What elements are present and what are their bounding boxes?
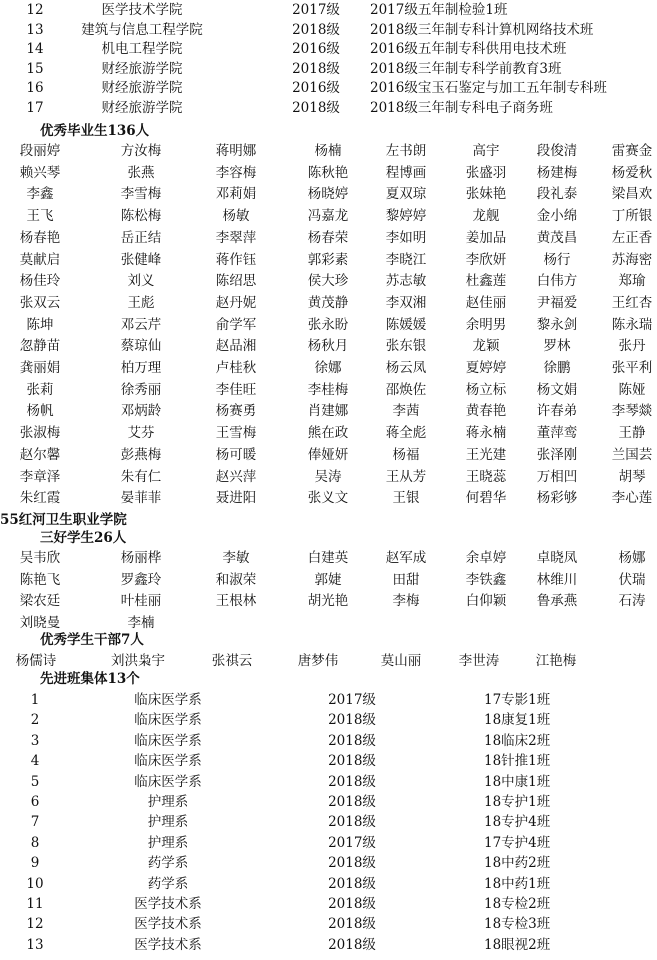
table-row bbox=[0, 39, 657, 59]
table-row bbox=[0, 914, 657, 934]
name-cell: 熊在政 bbox=[307, 425, 349, 442]
name-cell: 姜加品 bbox=[465, 229, 507, 246]
name-cell: 黄春艳 bbox=[465, 403, 507, 420]
name-cell: 杨建梅 bbox=[536, 164, 578, 181]
name-cell: 叶桂丽 bbox=[120, 593, 162, 609]
name-cell: 余卓婷 bbox=[465, 550, 507, 566]
name-row bbox=[0, 141, 657, 161]
name-cell: 杨丽桦 bbox=[120, 550, 162, 566]
table-row bbox=[0, 98, 657, 118]
name-cell: 卓晓凤 bbox=[536, 550, 578, 566]
table-row bbox=[0, 690, 657, 710]
name-cell: 兰国芸 bbox=[611, 446, 653, 463]
index-cell: 7 bbox=[30, 814, 40, 831]
name-cell: 杜鑫莲 bbox=[465, 273, 507, 290]
grade-cell: 2018级 bbox=[328, 916, 376, 933]
name-cell: 鲁承燕 bbox=[536, 593, 578, 609]
name-cell: 陈秋艳 bbox=[307, 164, 349, 181]
name-cell: 龙颖 bbox=[472, 338, 500, 355]
index-cell: 5 bbox=[30, 773, 40, 790]
index-cell: 14 bbox=[26, 41, 44, 58]
name-cell: 杨彩够 bbox=[536, 490, 578, 507]
name-cell: 李章泽 bbox=[19, 468, 61, 485]
department-cell: 临床医学系 bbox=[134, 732, 202, 749]
name-cell: 万相凹 bbox=[536, 468, 578, 485]
college-cell: 建筑与信息工程学院 bbox=[81, 21, 203, 38]
name-cell: 李茜 bbox=[392, 403, 420, 420]
index-cell: 1 bbox=[30, 692, 40, 708]
name-cell: 蔡琼仙 bbox=[120, 338, 162, 355]
name-cell: 柏万理 bbox=[120, 360, 162, 376]
index-cell: 8 bbox=[30, 834, 40, 851]
name-cell: 杨文娟 bbox=[536, 381, 578, 398]
name-cell: 李铁鑫 bbox=[465, 571, 507, 588]
class-cell: 18专护4班 bbox=[484, 814, 551, 831]
class-cell: 18专检3班 bbox=[484, 916, 551, 933]
department-cell: 护理系 bbox=[147, 834, 189, 851]
class-cell: 18中药1班 bbox=[484, 875, 551, 892]
name-cell: 聂进阳 bbox=[215, 490, 257, 507]
name-cell: 吴涛 bbox=[314, 468, 342, 485]
department-cell: 医学技术系 bbox=[134, 896, 202, 912]
name-cell: 王晓蕊 bbox=[465, 468, 507, 485]
name-cell: 胡琴 bbox=[618, 468, 646, 485]
department-cell: 临床医学系 bbox=[134, 773, 202, 790]
name-cell: 董萍鸾 bbox=[536, 425, 578, 442]
class-cell: 2018级三年制专科学前教育3班 bbox=[370, 60, 562, 77]
class-cell: 2016级宝玉石鉴定与加工五年制专科班 bbox=[370, 80, 607, 97]
name-cell: 陈永瑞 bbox=[611, 316, 653, 333]
grade-cell: 2018级 bbox=[328, 936, 376, 953]
name-cell: 胡光艳 bbox=[307, 593, 349, 609]
name-cell: 张东银 bbox=[385, 338, 427, 355]
class-cell: 2017级五年制检验1班 bbox=[370, 2, 508, 18]
index-cell: 16 bbox=[26, 80, 44, 97]
name-cell: 左书朗 bbox=[385, 143, 427, 159]
name-cell: 李容梅 bbox=[215, 164, 257, 181]
name-cell: 郭婕 bbox=[314, 571, 342, 588]
name-cell: 赵品湘 bbox=[215, 338, 257, 355]
name-row bbox=[0, 445, 657, 465]
table-row bbox=[0, 874, 657, 894]
name-cell: 邓云芹 bbox=[120, 316, 162, 333]
class-cell: 18中药2班 bbox=[484, 855, 551, 872]
name-cell: 郭彩素 bbox=[307, 251, 349, 268]
name-cell: 李鑫 bbox=[26, 186, 54, 203]
grade-cell: 2018级 bbox=[328, 712, 376, 729]
name-cell: 邓炳龄 bbox=[120, 403, 162, 420]
name-row bbox=[0, 336, 657, 356]
name-cell: 雷赛金 bbox=[611, 143, 653, 159]
name-cell: 杨敏 bbox=[222, 208, 250, 225]
index-cell: 13 bbox=[26, 21, 44, 38]
name-row bbox=[0, 380, 657, 400]
name-cell: 俞学军 bbox=[215, 316, 257, 333]
name-cell: 张义文 bbox=[307, 490, 349, 507]
name-cell: 杨秋月 bbox=[307, 338, 349, 355]
department-cell: 护理系 bbox=[147, 794, 189, 810]
class-cell: 2016级五年制专科供用电技术班 bbox=[370, 41, 567, 58]
table-row bbox=[0, 731, 657, 751]
name-cell: 方汝梅 bbox=[120, 143, 162, 159]
name-cell: 江艳梅 bbox=[535, 653, 577, 669]
name-cell: 赵兴萍 bbox=[215, 468, 257, 485]
grade-cell: 2018级 bbox=[328, 814, 376, 831]
name-cell: 王彪 bbox=[127, 294, 155, 311]
grade-cell: 2017级 bbox=[292, 2, 340, 18]
name-cell: 张淑梅 bbox=[19, 425, 61, 442]
index-cell: 13 bbox=[26, 936, 44, 953]
name-row bbox=[0, 358, 657, 378]
name-cell: 陈绍思 bbox=[215, 273, 257, 290]
name-cell: 侯大珍 bbox=[307, 273, 349, 290]
index-cell: 9 bbox=[30, 855, 40, 872]
name-cell: 莫山丽 bbox=[380, 653, 422, 669]
name-row bbox=[0, 401, 657, 421]
name-row bbox=[0, 184, 657, 204]
table-row bbox=[0, 751, 657, 771]
name-cell: 杨春艳 bbox=[19, 229, 61, 246]
name-cell: 张平利 bbox=[611, 360, 653, 376]
name-cell: 刘晓曼 bbox=[19, 614, 61, 631]
index-cell: 12 bbox=[26, 2, 44, 18]
name-cell: 李雪梅 bbox=[120, 186, 162, 203]
name-cell: 刘义 bbox=[127, 273, 155, 290]
department-cell: 临床医学系 bbox=[134, 753, 202, 770]
name-cell: 王银 bbox=[392, 490, 420, 507]
name-cell: 李世涛 bbox=[458, 653, 500, 669]
table-row bbox=[0, 772, 657, 792]
table-row bbox=[0, 935, 657, 955]
name-cell: 杨立标 bbox=[465, 381, 507, 398]
name-cell: 黄茂昌 bbox=[536, 229, 578, 246]
name-cell: 龙舰 bbox=[472, 208, 500, 225]
table-row bbox=[0, 833, 657, 853]
department-cell: 护理系 bbox=[147, 814, 189, 831]
name-cell: 李楠 bbox=[127, 614, 155, 631]
name-cell: 张双云 bbox=[19, 294, 61, 311]
grade-cell: 2018级 bbox=[328, 896, 376, 912]
table-row bbox=[0, 853, 657, 873]
name-cell: 李梅 bbox=[392, 593, 420, 609]
grade-cell: 2018级 bbox=[328, 753, 376, 770]
name-row bbox=[0, 163, 657, 183]
name-cell: 张永盼 bbox=[307, 316, 349, 333]
name-cell: 徐鹏 bbox=[543, 360, 571, 376]
name-cell: 邓莉娟 bbox=[215, 186, 257, 203]
name-cell: 张盛羽 bbox=[465, 164, 507, 181]
name-cell: 张祺云 bbox=[211, 653, 253, 669]
name-cell: 夏婷婷 bbox=[465, 360, 507, 376]
table-row bbox=[0, 20, 657, 40]
name-cell: 肖建娜 bbox=[307, 403, 349, 420]
grade-cell: 2018级 bbox=[328, 773, 376, 790]
index-cell: 17 bbox=[26, 100, 44, 116]
name-row bbox=[0, 570, 657, 590]
name-cell: 刘洪枭宇 bbox=[111, 653, 165, 669]
merit-students-heading: 三好学生26人 bbox=[40, 530, 127, 546]
name-cell: 杨赛勇 bbox=[215, 403, 257, 420]
name-cell: 杨楠 bbox=[314, 143, 342, 159]
table-row bbox=[0, 710, 657, 730]
name-cell: 李敏 bbox=[222, 550, 250, 566]
name-cell: 许春弟 bbox=[536, 403, 578, 420]
class-cell: 18中康1班 bbox=[484, 773, 551, 790]
name-row bbox=[0, 488, 657, 508]
name-cell: 张燕 bbox=[127, 164, 155, 181]
name-row bbox=[0, 271, 657, 291]
department-cell: 医学技术系 bbox=[134, 916, 202, 933]
grade-cell: 2018级 bbox=[328, 875, 376, 892]
class-cell: 18康复1班 bbox=[484, 712, 551, 729]
name-row bbox=[0, 651, 657, 671]
name-cell: 田甜 bbox=[392, 571, 420, 588]
name-cell: 陈松梅 bbox=[120, 208, 162, 225]
class-cell: 18眼视2班 bbox=[484, 936, 551, 953]
name-cell: 冯嘉龙 bbox=[307, 208, 349, 225]
school-title: 55红河卫生职业学院 bbox=[0, 512, 127, 528]
name-cell: 王根林 bbox=[215, 593, 257, 609]
grade-cell: 2018级 bbox=[292, 100, 340, 116]
name-cell: 陈娅 bbox=[618, 381, 646, 398]
name-cell: 程博画 bbox=[385, 164, 427, 181]
name-cell: 黎婷婷 bbox=[385, 208, 427, 225]
index-cell: 11 bbox=[26, 896, 44, 912]
name-cell: 岳正结 bbox=[120, 229, 162, 246]
name-row bbox=[0, 250, 657, 270]
name-cell: 蒋明娜 bbox=[215, 143, 257, 159]
index-cell: 2 bbox=[30, 712, 40, 729]
name-cell: 伏瑞 bbox=[618, 571, 646, 588]
name-cell: 白伟方 bbox=[536, 273, 578, 290]
grade-cell: 2018级 bbox=[328, 794, 376, 810]
name-cell: 张健峰 bbox=[120, 251, 162, 268]
name-cell: 杨晓婷 bbox=[307, 186, 349, 203]
index-cell: 3 bbox=[30, 732, 40, 749]
name-cell: 李如明 bbox=[385, 229, 427, 246]
name-cell: 朱红霞 bbox=[19, 490, 61, 507]
name-cell: 何碧华 bbox=[465, 490, 507, 507]
name-cell: 蒋永楠 bbox=[465, 425, 507, 442]
department-cell: 临床医学系 bbox=[134, 712, 202, 729]
name-cell: 王雪梅 bbox=[215, 425, 257, 442]
grade-cell: 2016级 bbox=[292, 41, 340, 58]
name-cell: 杨儒诗 bbox=[15, 653, 57, 669]
name-cell: 陈艳飞 bbox=[19, 571, 61, 588]
department-cell: 药学系 bbox=[147, 875, 189, 892]
name-cell: 莫献启 bbox=[19, 251, 61, 268]
class-cell: 2018级三年制专科电子商务班 bbox=[370, 100, 553, 116]
name-cell: 徐秀丽 bbox=[120, 381, 162, 398]
name-cell: 林维川 bbox=[536, 571, 578, 588]
table-row bbox=[0, 59, 657, 79]
name-cell: 李琴燚 bbox=[611, 403, 653, 420]
index-cell: 4 bbox=[30, 753, 40, 770]
name-cell: 赵尔馨 bbox=[19, 446, 61, 463]
name-cell: 赵佳丽 bbox=[465, 294, 507, 311]
name-cell: 邵焕佐 bbox=[385, 381, 427, 398]
name-cell: 艾芬 bbox=[127, 425, 155, 442]
name-cell: 苏海密 bbox=[611, 251, 653, 268]
table-row bbox=[0, 792, 657, 812]
name-cell: 王飞 bbox=[26, 208, 54, 225]
name-cell: 张莉 bbox=[26, 381, 54, 398]
name-cell: 张妹艳 bbox=[465, 186, 507, 203]
name-row bbox=[0, 315, 657, 335]
department-cell: 医学技术系 bbox=[134, 936, 202, 953]
name-row bbox=[0, 548, 657, 568]
name-cell: 李佳旺 bbox=[215, 381, 257, 398]
name-cell: 蒋作钰 bbox=[215, 251, 257, 268]
name-cell: 忽静苗 bbox=[19, 338, 61, 355]
college-cell: 财经旅游学院 bbox=[101, 80, 183, 97]
name-cell: 吴韦欣 bbox=[19, 550, 61, 566]
name-cell: 朱有仁 bbox=[120, 468, 162, 485]
name-cell: 段丽婷 bbox=[19, 143, 61, 159]
name-row bbox=[0, 293, 657, 313]
department-cell: 药学系 bbox=[147, 855, 189, 872]
name-cell: 赵军成 bbox=[385, 550, 427, 566]
name-row bbox=[0, 467, 657, 487]
name-cell: 王静 bbox=[618, 425, 646, 442]
name-cell: 王红杏 bbox=[611, 294, 653, 311]
name-cell: 赖兴琴 bbox=[19, 164, 61, 181]
name-cell: 杨娜 bbox=[618, 550, 646, 566]
class-cell: 18专护1班 bbox=[484, 794, 551, 810]
advanced-classes-heading: 先进班集体13个 bbox=[40, 671, 140, 687]
grade-cell: 2018级 bbox=[292, 21, 340, 38]
name-cell: 蒋全彪 bbox=[385, 425, 427, 442]
name-cell: 罗鑫玲 bbox=[120, 571, 162, 588]
name-cell: 陈媛媛 bbox=[385, 316, 427, 333]
grade-cell: 2018级 bbox=[328, 732, 376, 749]
name-cell: 龚丽娟 bbox=[19, 360, 61, 376]
name-cell: 晏菲菲 bbox=[120, 490, 162, 507]
grade-cell: 2017级 bbox=[328, 834, 376, 851]
department-cell: 临床医学系 bbox=[134, 692, 202, 708]
name-cell: 黎永剑 bbox=[536, 316, 578, 333]
name-cell: 李欣妍 bbox=[465, 251, 507, 268]
college-cell: 财经旅游学院 bbox=[101, 60, 183, 77]
college-cell: 医学技术学院 bbox=[101, 2, 183, 18]
grade-cell: 2018级 bbox=[292, 60, 340, 77]
name-cell: 夏双琼 bbox=[385, 186, 427, 203]
name-cell: 赵丹妮 bbox=[215, 294, 257, 311]
name-row bbox=[0, 228, 657, 248]
name-cell: 梁农廷 bbox=[19, 593, 61, 609]
name-cell: 李晓江 bbox=[385, 251, 427, 268]
name-cell: 石涛 bbox=[618, 593, 646, 609]
name-cell: 杨爱秋 bbox=[611, 164, 653, 181]
name-cell: 白仰颖 bbox=[465, 593, 507, 609]
name-cell: 杨福 bbox=[392, 446, 420, 463]
name-cell: 杨云凤 bbox=[385, 360, 427, 376]
index-cell: 6 bbox=[30, 794, 40, 810]
name-cell: 李翠萍 bbox=[215, 229, 257, 246]
table-row bbox=[0, 78, 657, 98]
name-cell: 俸娅妍 bbox=[307, 446, 349, 463]
name-cell: 高宇 bbox=[472, 143, 500, 159]
index-cell: 12 bbox=[26, 916, 44, 933]
name-cell: 白建英 bbox=[307, 550, 349, 566]
name-cell: 卢桂秋 bbox=[215, 360, 257, 376]
name-cell: 唐梦伟 bbox=[297, 653, 339, 669]
name-cell: 尹福爱 bbox=[536, 294, 578, 311]
name-cell: 杨行 bbox=[543, 251, 571, 268]
name-row bbox=[0, 591, 657, 611]
name-cell: 杨帆 bbox=[26, 403, 54, 420]
class-cell: 18临床2班 bbox=[484, 732, 551, 749]
class-cell: 18专检2班 bbox=[484, 896, 551, 912]
name-cell: 彭燕梅 bbox=[120, 446, 162, 463]
name-cell: 李双湘 bbox=[385, 294, 427, 311]
name-row bbox=[0, 423, 657, 443]
name-cell: 杨春荣 bbox=[307, 229, 349, 246]
name-row bbox=[0, 206, 657, 226]
outstanding-graduates-heading: 优秀毕业生136人 bbox=[40, 123, 150, 139]
name-cell: 李桂梅 bbox=[307, 381, 349, 398]
name-cell: 左正香 bbox=[611, 229, 653, 246]
student-cadres-heading: 优秀学生干部7人 bbox=[40, 632, 144, 648]
name-cell: 段俊清 bbox=[536, 143, 578, 159]
index-cell: 15 bbox=[26, 60, 44, 77]
name-cell: 金小绵 bbox=[536, 208, 578, 225]
name-cell: 张丹 bbox=[618, 338, 646, 355]
class-cell: 17专影1班 bbox=[484, 692, 551, 708]
name-cell: 罗林 bbox=[543, 338, 571, 355]
name-cell: 徐娜 bbox=[314, 360, 342, 376]
college-cell: 机电工程学院 bbox=[101, 41, 183, 58]
table-row bbox=[0, 0, 657, 20]
class-cell: 17专护4班 bbox=[484, 834, 551, 851]
class-cell: 18针推1班 bbox=[484, 753, 551, 770]
name-cell: 苏志敏 bbox=[385, 273, 427, 290]
name-cell: 郑瑜 bbox=[618, 273, 646, 290]
name-cell: 王从芳 bbox=[385, 468, 427, 485]
index-cell: 10 bbox=[26, 875, 44, 892]
grade-cell: 2016级 bbox=[292, 80, 340, 97]
name-cell: 黄茂静 bbox=[307, 294, 349, 311]
class-cell: 2018级三年制专科计算机网络技术班 bbox=[370, 21, 594, 38]
name-cell: 丁所银 bbox=[611, 208, 653, 225]
name-cell: 段礼泰 bbox=[536, 186, 578, 203]
name-cell: 余明男 bbox=[465, 316, 507, 333]
name-cell: 王光建 bbox=[465, 446, 507, 463]
grade-cell: 2017级 bbox=[328, 692, 376, 708]
table-row bbox=[0, 894, 657, 914]
name-cell: 张泽刚 bbox=[536, 446, 578, 463]
name-cell: 李心莲 bbox=[611, 490, 653, 507]
table-row bbox=[0, 812, 657, 832]
college-cell: 财经旅游学院 bbox=[101, 100, 183, 116]
name-cell: 陈坤 bbox=[26, 316, 54, 333]
grade-cell: 2018级 bbox=[328, 855, 376, 872]
name-cell: 杨可暖 bbox=[215, 446, 257, 463]
name-cell: 杨佳玲 bbox=[19, 273, 61, 290]
name-cell: 和淑荣 bbox=[215, 571, 257, 588]
name-cell: 梁昌欢 bbox=[611, 186, 653, 203]
